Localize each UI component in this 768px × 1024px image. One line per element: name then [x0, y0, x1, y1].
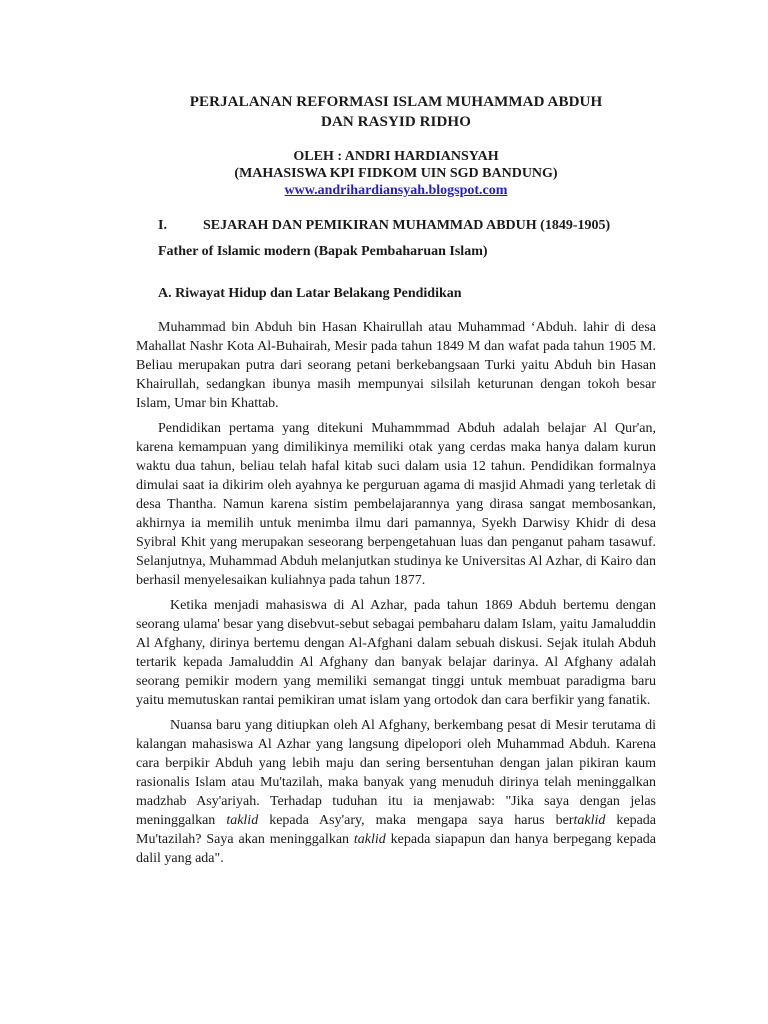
paragraph-1: Muhammad bin Abduh bin Hasan Khairullah atau Muhammad ‘Abduh. lahir di desa Mahallat Nashr Kota Al-Buhairah, Mesir pada tahun 1849 M dan wafat pada tahun 1905 M. Beliau merupakan putra dari seorang petani berkebangsaan Turki yaitu Abduh bin Hasan Khairullah, sedangkan ibunya masih mempunyai silsilah keturunan dengan tokoh besar Islam, Umar bin Khattab. [136, 320, 656, 411]
paragraph-3: Ketika menjadi mahasiswa di Al Azhar, pada tahun 1869 Abduh bertemu dengan seorang ulama' besar yang disebvut-sebut sebagai pembaharu dalam Islam, yaitu Jamaluddin Al Afghany, dirinya bertemu dengan Al-Afghani dalam sebuah diskusi. Sejak itulah Abduh tertarik kepada Jamaluddin Al Afghany dan banyak belajar darinya. Al Afghany adalah seorang pemikir modern yang memiliki semangat tinggi untuk membuat paradigma baru yaitu memutuskan rantai pemikiran umat islam yang ortodok dan cara berfikir yang fanatik. [136, 598, 656, 708]
subsection-heading: A. Riwayat Hidup dan Latar Belakang Pendidikan [158, 286, 462, 301]
document-title [136, 92, 656, 132]
paragraph-4-text-b: kepada Asy'ary, maka mengapa saya harus ber [258, 813, 574, 828]
author-block [136, 148, 656, 199]
paragraph-4-text-d: kepada siapapun dan hanya berpegang kepada dalil yang ada". [136, 832, 657, 866]
author-name: OLEH : ANDRI HARDIANSYAH [293, 149, 499, 164]
author-website-link[interactable]: www.andrihardiansyah.blogspot.com [284, 183, 508, 198]
paragraph-2: Pendidikan pertama yang ditekuni Muhammmad Abduh adalah belajar Al Qur'an, karena kemampuan yang dimilikinya memiliki otak yang cerdas maka hanya dalam kurun waktu dua tahun, beliau telah hafal kitab suci dalam usia 12 tahun. Pendidikan formalnya dimulai saat ia dikirim oleh ayahnya ke perguruan agama di masjid Ahmadi yang terletak di desa Thantha. Namun karena sistim pembelajarannya yang dirasa sangat membosankan, akhirnya ia memilih untuk menimba ilmu dari pamannya, Syekh Darwisy Khidr di desa Syibral Khit yang merupakan seseorang berpengetahuan luas dan penganut paham tasawuf. Selanjutnya, Muhammad Abduh melanjutkan studinya ke Universitas Al Azhar, di Kairo dan berhasil menyelesaikan kuliahnya pada tahun 1877. [136, 421, 656, 588]
title-line-2: DAN RASYID RIDHO [321, 114, 471, 130]
taklid-term-1: taklid [226, 813, 259, 828]
title-line-1: PERJALANAN REFORMASI ISLAM MUHAMMAD ABDUH [189, 94, 603, 110]
author-affiliation: (MAHASISWA KPI FIDKOM UIN SGD BANDUNG) [234, 166, 558, 181]
section-title: SEJARAH DAN PEMIKIRAN MUHAMMAD ABDUH (1849-1905) [203, 218, 611, 233]
taklid-term-3: taklid [353, 832, 386, 847]
document-page [136, 92, 656, 868]
paragraph-4-text-a: Nuansa baru yang ditiupkan oleh Al Afghany, berkembang pesat di Mesir terutama di kalangan mahasiswa Al Azhar yang langsung dipelopori oleh Muhammad Abduh. Karena cara berpikir Abduh yang lebih maju dan sering bersentuhan dengan jalan pikiran kaum rasionalis Islam atau Mu'tazilah, maka banyak yang menuduh dirinya telah meninggalkan madzhab Asy'ariyah. Terhadap tuduhan itu ia menjawab: "Jika saya dengan jelas meninggalkan [136, 718, 656, 828]
section-number: I. [158, 218, 167, 233]
section-heading [158, 217, 656, 235]
taklid-term-2: taklid [573, 813, 606, 828]
paragraph-4 [136, 716, 656, 868]
paragraph-4-text-c: kepada Mu'tazilah? Saya akan meninggalkan [136, 813, 657, 847]
section-subtitle: Father of Islamic modern (Bapak Pembaharuan Islam) [158, 244, 488, 259]
